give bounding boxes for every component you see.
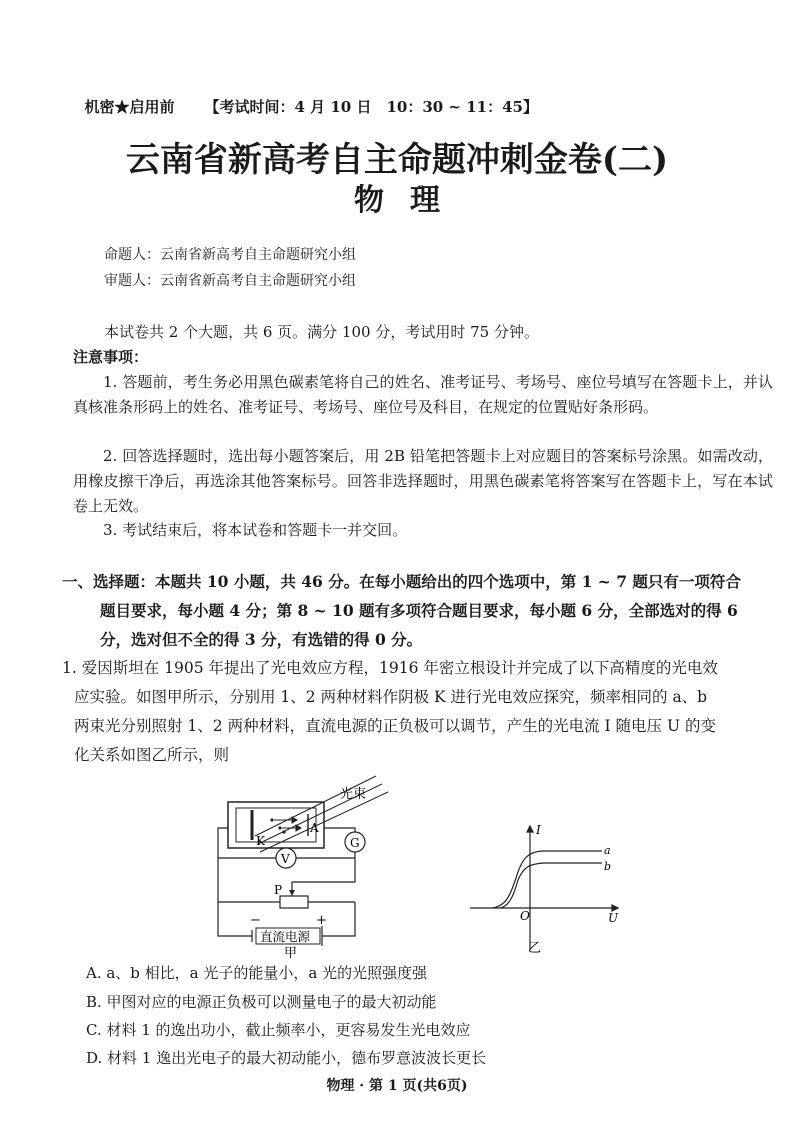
y-axis-label: I xyxy=(536,823,541,837)
note-item-2: 2. 回答选择题时，选出每小题答案后，用 2B 铅笔把答题卡上对应题目的答案标号涂黑。如需改动，用橡皮擦干净后，再选涂其他答案标号。回答非选择题时，用黑色碳素笔将答案写在答题卡上，写在本试卷上无效。 xyxy=(73,447,773,515)
q1-line-1: 1. 爱因斯坦在 1905 年提出了光电效应方程，1916 年密立根设计并完成了以下高精度的光电效 xyxy=(62,659,718,677)
curve-b xyxy=(500,863,602,908)
axes xyxy=(470,826,618,950)
iu-graph xyxy=(466,818,626,958)
option-b: B. 甲图对应的电源正负极可以测量电子的最大初动能 xyxy=(86,993,437,1011)
figure-yi-caption: 乙 xyxy=(528,941,542,956)
exam-time: 【考试时间：4 月 10 日 10：30 ~ 11：45】 xyxy=(204,98,538,116)
slider-arrow xyxy=(289,890,295,896)
note-item-1: 1. 答题前，考生务必用黑色碳素笔将自己的姓名、准考证号、考场号、座位号填写在答题卡上，并认真核准条形码上的姓名、准考证号、考场号、座位号及科目，在规定的位置贴好条形码。 xyxy=(73,373,773,416)
q1-line-3: 两束光分别照射 1、2 两种材料，直流电源的正负极可以调节，产生的光电流 I 随电压 U 的变 xyxy=(74,717,716,735)
power-label: 直流电源 xyxy=(260,929,311,944)
intro-line: 本试卷共 2 个大题，共 6 页。满分 100 分，考试用时 75 分钟。 xyxy=(104,323,539,341)
circuit-wires xyxy=(218,828,355,936)
circuit-diagram xyxy=(200,770,400,960)
electrons xyxy=(270,818,285,833)
phototube-inner xyxy=(236,808,316,842)
galvanometer-label: G xyxy=(350,836,360,850)
light-beam xyxy=(255,776,388,852)
header-confidential xyxy=(74,78,538,117)
beam-label: 光束 xyxy=(340,787,367,802)
slider-label: P xyxy=(274,883,283,897)
q1-line-4: 化关系如图乙所示，则 xyxy=(74,746,230,764)
subject-title: 物理 xyxy=(354,183,466,218)
page-title: 云南省新高考自主命题冲刺金卷(二) xyxy=(125,140,669,180)
electron-arrows xyxy=(274,817,301,831)
notes-heading: 注意事项： xyxy=(73,348,149,366)
x-axis-label: U xyxy=(608,911,619,925)
section-heading xyxy=(62,567,774,654)
rheostat xyxy=(280,896,308,908)
page-footer: 物理 · 第 1 页(共6页) xyxy=(326,1078,468,1094)
cathode-label: K xyxy=(256,834,265,848)
setter-line: 命题人：云南省新高考自主命题研究小组 xyxy=(104,247,356,263)
anode-label: A xyxy=(310,821,319,835)
reviewer-line: 审题人：云南省新高考自主命题研究小组 xyxy=(104,273,356,289)
question-1 xyxy=(62,654,778,770)
option-a: A. a、b 相比，a 光子的能量小，a 光的光照强度强 xyxy=(86,964,428,982)
option-c: C. 材料 1 的逸出功小，截止频率小，更容易发生光电效应 xyxy=(86,1021,471,1039)
curve-b-label: b xyxy=(604,860,612,873)
section-line-2: 题目要求，每小题 4 分；第 8 ~ 10 题有多项符合题目要求，每小题 6 分，全部选对的得 6 xyxy=(100,601,738,620)
section-line-3: 分，选对但不全的得 3 分，有选错的得 0 分。 xyxy=(100,630,423,649)
confidential-label: 机密★启用前 xyxy=(84,98,175,116)
voltmeter-label: V xyxy=(281,852,290,866)
option-d: D. 材料 1 逸出光电子的最大初动能小，德布罗意波波长更长 xyxy=(86,1049,487,1067)
curve-a xyxy=(492,851,602,908)
q1-line-2: 应实验。如图甲所示，分别用 1、2 两种材料作阴极 K 进行光电效应探究，频率相同的 a、b xyxy=(74,688,708,706)
curve-a-label: a xyxy=(604,844,611,857)
section-line-1: 一、选择题：本题共 10 小题，共 46 分。在每小题给出的四个选项中，第 1 ~ 7 题只有一项符合 xyxy=(62,572,741,591)
minus-sign: − xyxy=(250,913,261,928)
plus-sign: + xyxy=(316,913,327,928)
note-item-3: 3. 考试结束后，将本试卷和答题卡一并交回。 xyxy=(103,521,408,539)
origin-label: O xyxy=(520,909,530,923)
figure-jia-caption: 甲 xyxy=(284,946,298,960)
